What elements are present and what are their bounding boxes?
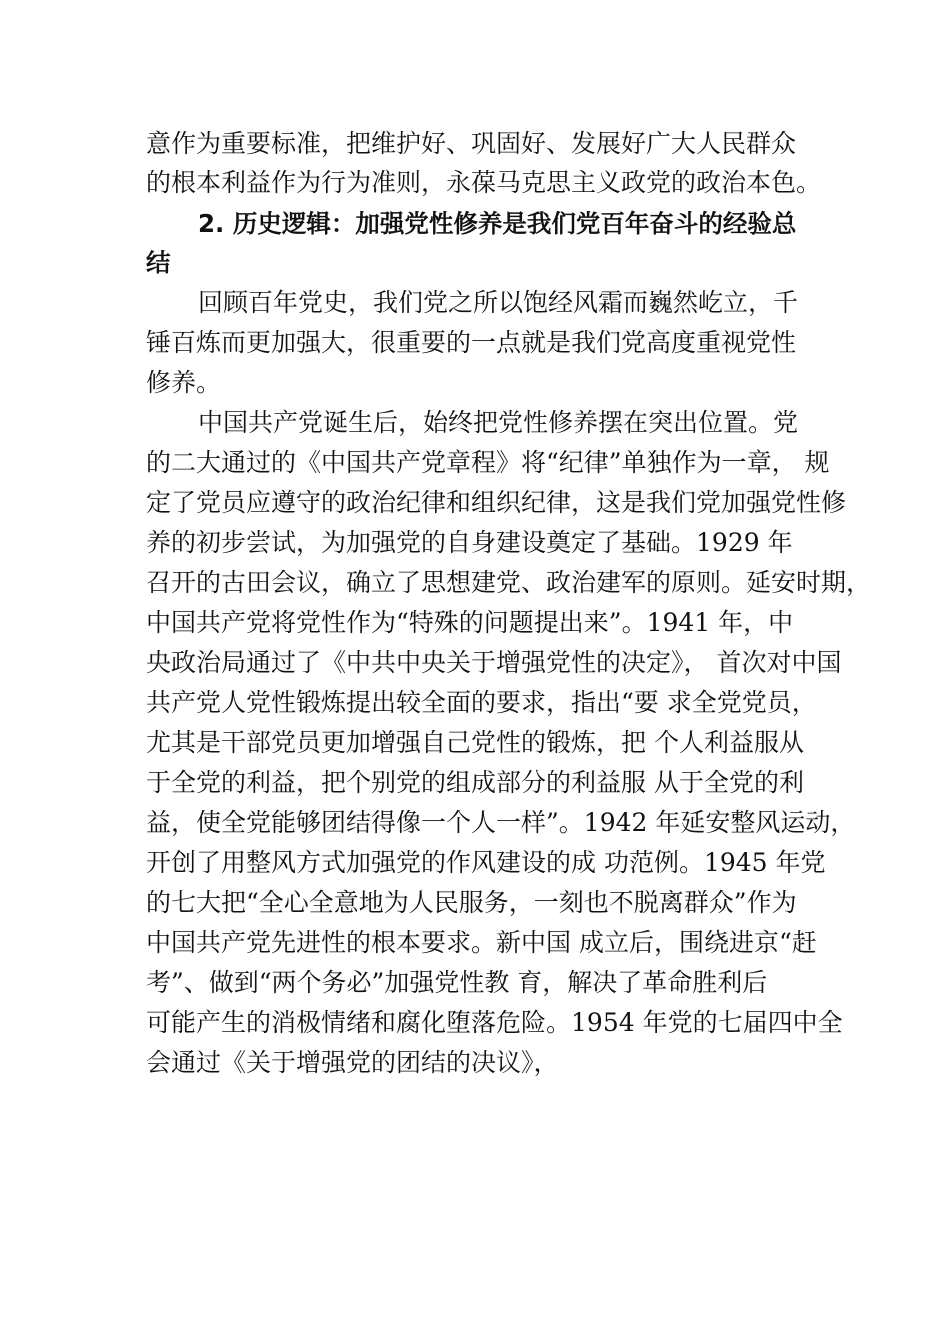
paragraph-line: 定了党员应遵守的政治纪律和组织纪律，这是我们党加强党性修 xyxy=(146,488,847,517)
paragraph-line: 中国共产党诞生后，始终把党性修养摆在突出位置。党 xyxy=(198,408,799,437)
paragraph-line: 的七大把“全心全意地为人民服务，一刻也不脱离群众”作为 xyxy=(146,888,797,917)
paragraph-line: 召开的古田会议，确立了思想建党、政治建军的原则。延安时期， xyxy=(146,568,872,597)
paragraph-line: 锤百炼而更加强大，很重要的一点就是我们党高度重视党性 xyxy=(146,328,797,357)
paragraph-line: 的二大通过的《中国共产党章程》将“纪律”单独作为一章， 规 xyxy=(146,448,830,477)
section-heading: 2. 历史逻辑：加强党性修养是我们党百年奋斗的经验总 xyxy=(198,209,797,238)
paragraph-line: 考”、做到“两个务必”加强党性教 育，解决了革命胜利后 xyxy=(146,968,768,997)
paragraph-line: 可能产生的消极情绪和腐化堕落危险。1954 年党的七届四中全 xyxy=(146,1008,843,1037)
paragraph-line: 意作为重要标准，把维护好、巩固好、发展好广大人民群众 xyxy=(146,129,797,158)
paragraph-line: 益，使全党能够团结得像一个人一样”。1942 年延安整风运动， xyxy=(146,808,856,837)
paragraph-line: 修养。 xyxy=(146,368,222,397)
paragraph-line: 央政治局通过了《中共中央关于增强党性的决定》， 首次对中国 xyxy=(146,648,842,677)
paragraph-line: 共产党人党性锻炼提出较全面的要求，指出“要 求全党党员， xyxy=(146,688,817,717)
paragraph-line: 于全党的利益，把个别党的组成部分的利益服 从于全党的利 xyxy=(146,768,804,797)
paragraph-line: 养的初步尝试，为加强党的自身建设奠定了基础。1929 年 xyxy=(146,528,793,557)
paragraph-line: 会通过《关于增强党的团结的决议》， xyxy=(146,1048,559,1077)
paragraph-line: 尤其是干部党员更加增强自己党性的锻炼，把 个人利益服从 xyxy=(146,728,804,757)
paragraph-line: 的根本利益作为行为准则，永葆马克思主义政党的政治本色。 xyxy=(146,168,822,197)
paragraph-line: 中国共产党先进性的根本要求。新中国 成立后，围绕进京“赶 xyxy=(146,928,817,957)
paragraph-line: 开创了用整风方式加强党的作风建设的成 功范例。1945 年党 xyxy=(146,848,826,877)
paragraph-line: 回顾百年党史，我们党之所以饱经风霜而巍然屹立，千 xyxy=(198,288,799,317)
section-heading: 结 xyxy=(146,248,171,277)
paragraph-line: 中国共产党将党性作为“特殊的问题提出来”。1941 年，中 xyxy=(146,608,794,637)
